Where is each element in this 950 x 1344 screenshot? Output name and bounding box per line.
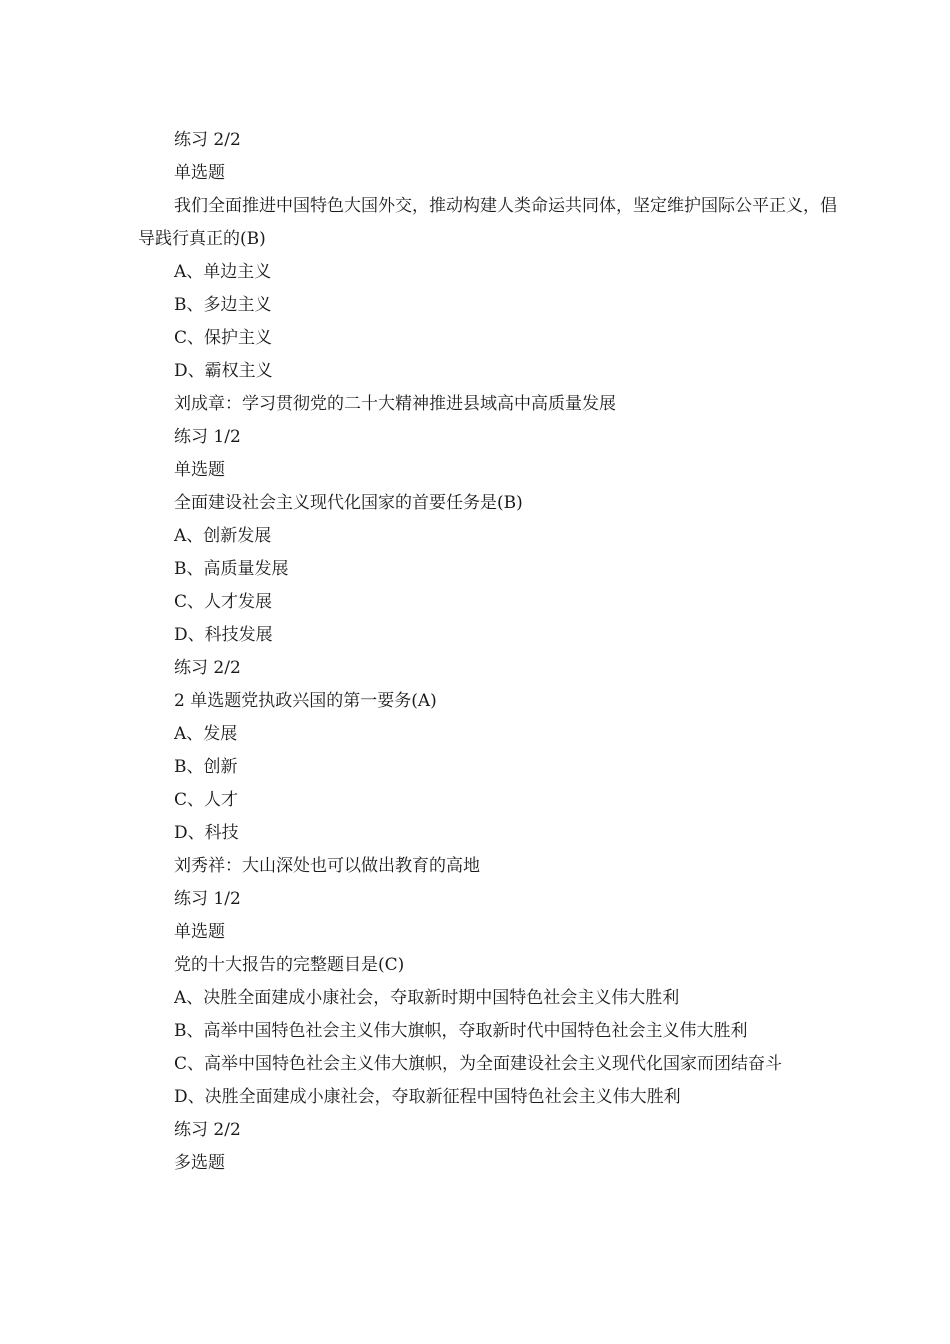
lecture-title: 刘秀祥：大山深处也可以做出教育的高地 bbox=[174, 856, 480, 876]
answer-option: A、单边主义 bbox=[174, 262, 272, 282]
exercise-progress: 练习 1/2 bbox=[174, 427, 241, 447]
question-text: 我们全面推进中国特色大国外交，推动构建人类命运共同体，坚定维护国际公平正义，倡导践行真正的(B) bbox=[138, 196, 837, 249]
answer-option: A、创新发展 bbox=[174, 526, 272, 546]
question-type: 多选题 bbox=[174, 1153, 225, 1173]
answer-option: D、科技 bbox=[174, 823, 239, 843]
answer-option: C、人才发展 bbox=[174, 592, 273, 612]
question-text: 党的十大报告的完整题目是(C) bbox=[174, 955, 405, 975]
answer-option: B、创新 bbox=[174, 757, 238, 777]
answer-option: B、高质量发展 bbox=[174, 559, 289, 579]
answer-option: D、霸权主义 bbox=[174, 361, 273, 381]
exercise-progress: 练习 2/2 bbox=[174, 130, 241, 150]
question-type: 单选题 bbox=[174, 460, 225, 480]
exercise-progress: 练习 2/2 bbox=[174, 658, 241, 678]
question-type: 单选题 bbox=[174, 922, 225, 942]
document-body bbox=[138, 124, 838, 1180]
lecture-title: 刘成章：学习贯彻党的二十大精神推进县域高中高质量发展 bbox=[174, 394, 616, 414]
exercise-progress: 练习 1/2 bbox=[174, 889, 241, 909]
answer-option: D、决胜全面建成小康社会，夺取新征程中国特色社会主义伟大胜利 bbox=[174, 1087, 681, 1107]
question-text: 2 单选题党执政兴国的第一要务(A) bbox=[174, 691, 437, 711]
answer-option: A、决胜全面建成小康社会，夺取新时期中国特色社会主义伟大胜利 bbox=[174, 988, 680, 1008]
answer-option: C、高举中国特色社会主义伟大旗帜，为全面建设社会主义现代化国家而团结奋斗 bbox=[174, 1054, 783, 1074]
answer-option: A、发展 bbox=[174, 724, 238, 744]
exercise-progress: 练习 2/2 bbox=[174, 1120, 241, 1140]
answer-option: B、高举中国特色社会主义伟大旗帜，夺取新时代中国特色社会主义伟大胜利 bbox=[174, 1021, 748, 1041]
answer-option: C、人才 bbox=[174, 790, 239, 810]
answer-option: D、科技发展 bbox=[174, 625, 273, 645]
answer-option: B、多边主义 bbox=[174, 295, 272, 315]
question-text: 全面建设社会主义现代化国家的首要任务是(B) bbox=[174, 493, 523, 513]
question-type: 单选题 bbox=[174, 163, 225, 183]
answer-option: C、保护主义 bbox=[174, 328, 273, 348]
